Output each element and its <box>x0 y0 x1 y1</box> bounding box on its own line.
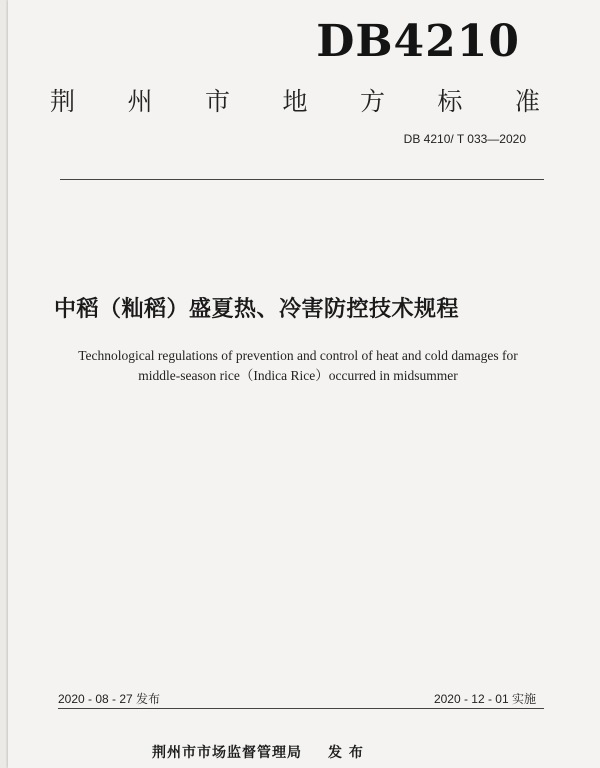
standard-type-char: 荆 <box>50 87 76 116</box>
standard-id: DB 4210/ T 033—2020 <box>403 132 526 146</box>
title-chinese: 中稻（籼稻）盛夏热、冷害防控技术规程 <box>54 297 460 322</box>
footer-divider <box>58 708 544 709</box>
standard-code: DB4210 <box>316 16 520 67</box>
title-english-line1: Technological regulations of prevention and control of heat and cold damages for <box>78 348 518 363</box>
document-page <box>8 0 600 768</box>
title-english-line2: middle-season rice（Indica Rice）occurred in midsummer <box>138 368 458 383</box>
implementation-date: 2020 - 12 - 01 实施 <box>433 692 536 706</box>
issuer-action: 发 布 <box>328 745 364 761</box>
standard-type-char: 标 <box>437 87 463 116</box>
standard-type <box>50 82 540 118</box>
header-divider <box>60 179 544 180</box>
issuer <box>152 742 364 762</box>
standard-type-char: 准 <box>514 87 540 116</box>
standard-type-char: 方 <box>359 87 385 116</box>
issue-date: 2020 - 08 - 27 发布 <box>58 692 161 706</box>
issuer-name: 荆州市市场监督管理局 <box>152 745 302 761</box>
title-english <box>38 346 558 386</box>
standard-type-char: 地 <box>282 87 308 116</box>
standard-type-char: 州 <box>127 87 153 116</box>
standard-type-char: 市 <box>204 87 230 116</box>
